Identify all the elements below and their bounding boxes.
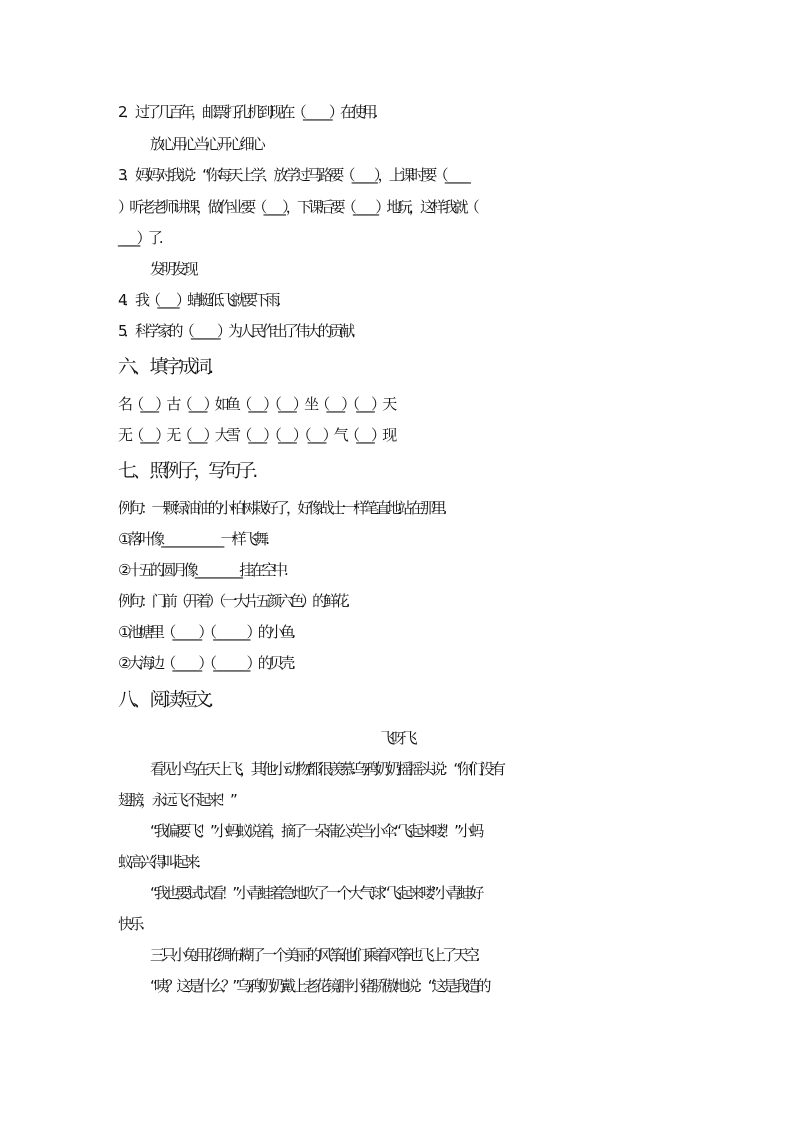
q7-sentence-4: ②大海边（_______）（_________）的贝壳. xyxy=(118,654,293,672)
q5-word-bank-a: 放心用心当心开心细心 xyxy=(150,135,263,153)
passage-p4-line1: 三只小兔用花绸布糊了一个美丽的风筝.他们乘着风筝也飞上了天空. xyxy=(150,946,477,964)
q6-row-2: 无（____）无（____）大雪（____）（____）（____）气（____）现 xyxy=(118,426,394,444)
passage-p2-line2: 蚁高兴得叫起来. xyxy=(118,853,198,871)
q6-row-1: 名（____）古（____）如鱼（____）（____）坐（____）（____）天 xyxy=(118,395,394,413)
section-8-heading: 八、 阅读短文. xyxy=(118,690,211,711)
q7-example-1: 例句：一颗绿油油的小柏树栽好了，好像战士一样笔直地站在那里. xyxy=(118,499,444,517)
passage-p2-line1: “我偏要飞！”小蚂蚁说着，摘了一朵蒲公英当小伞.“飞起来喽！”小蚂 xyxy=(150,822,481,840)
q5-item-3-line3: _____）了. xyxy=(118,229,160,247)
passage-title: 飞呀飞 xyxy=(380,729,414,747)
passage-p1-line2: 翅膀，永远飞不起来！” xyxy=(118,791,234,809)
passage-p3-line2: 快乐. xyxy=(118,915,142,933)
q5-item-3-line1: 3．妈妈对我说：“你每天上学、放学过马路要（______），上课时要（______ xyxy=(118,166,468,184)
passage-p5-line1: “咦？这是什么？”乌鸦奶奶戴上老花镜.胖小猪骄傲地说：“这是我造的 xyxy=(150,977,488,995)
q7-sentence-3: ①池塘里（_______）（_________）的小鱼. xyxy=(118,623,293,641)
section-7-heading: 七、 照例子，写句子. xyxy=(118,461,255,482)
q5-item-5: 5．科学家的（_______）为人民作出了伟大的贡献. xyxy=(118,322,353,340)
q7-sentence-1: ①落叶像________________一样飞舞. xyxy=(118,530,267,548)
passage-p1-line1: 看见小鸟在天上飞，其他小动物都很羡慕.乌鸦奶奶摇摇头说：“你们没有 xyxy=(150,760,503,778)
section-6-heading: 六、 填字成词. xyxy=(118,357,211,378)
q7-example-2: 例句：门前（开着）（一大片五颜六色）的鲜花. xyxy=(118,592,347,610)
q5-item-4: 4．我（_____）蜻蜓低飞就要下雨. xyxy=(118,291,278,309)
q7-sentence-2: ②十五的圆月像____________挂在空中. xyxy=(118,561,286,579)
q5-item-3-line2: ）听老老师讲课，做作业要（_____），下课后要（______）地玩，这样我就（ xyxy=(118,198,477,216)
passage-p3-line1: “我也要试试看！”小青蛙着急地吹了一个大气球.“飞起来喽”小青蛙好 xyxy=(150,884,481,902)
q5-item-2: 2．过了几百年，邮票打孔机到现在（_______）在使用. xyxy=(118,103,375,121)
q5-word-bank-b: 发明发现 xyxy=(150,260,195,278)
